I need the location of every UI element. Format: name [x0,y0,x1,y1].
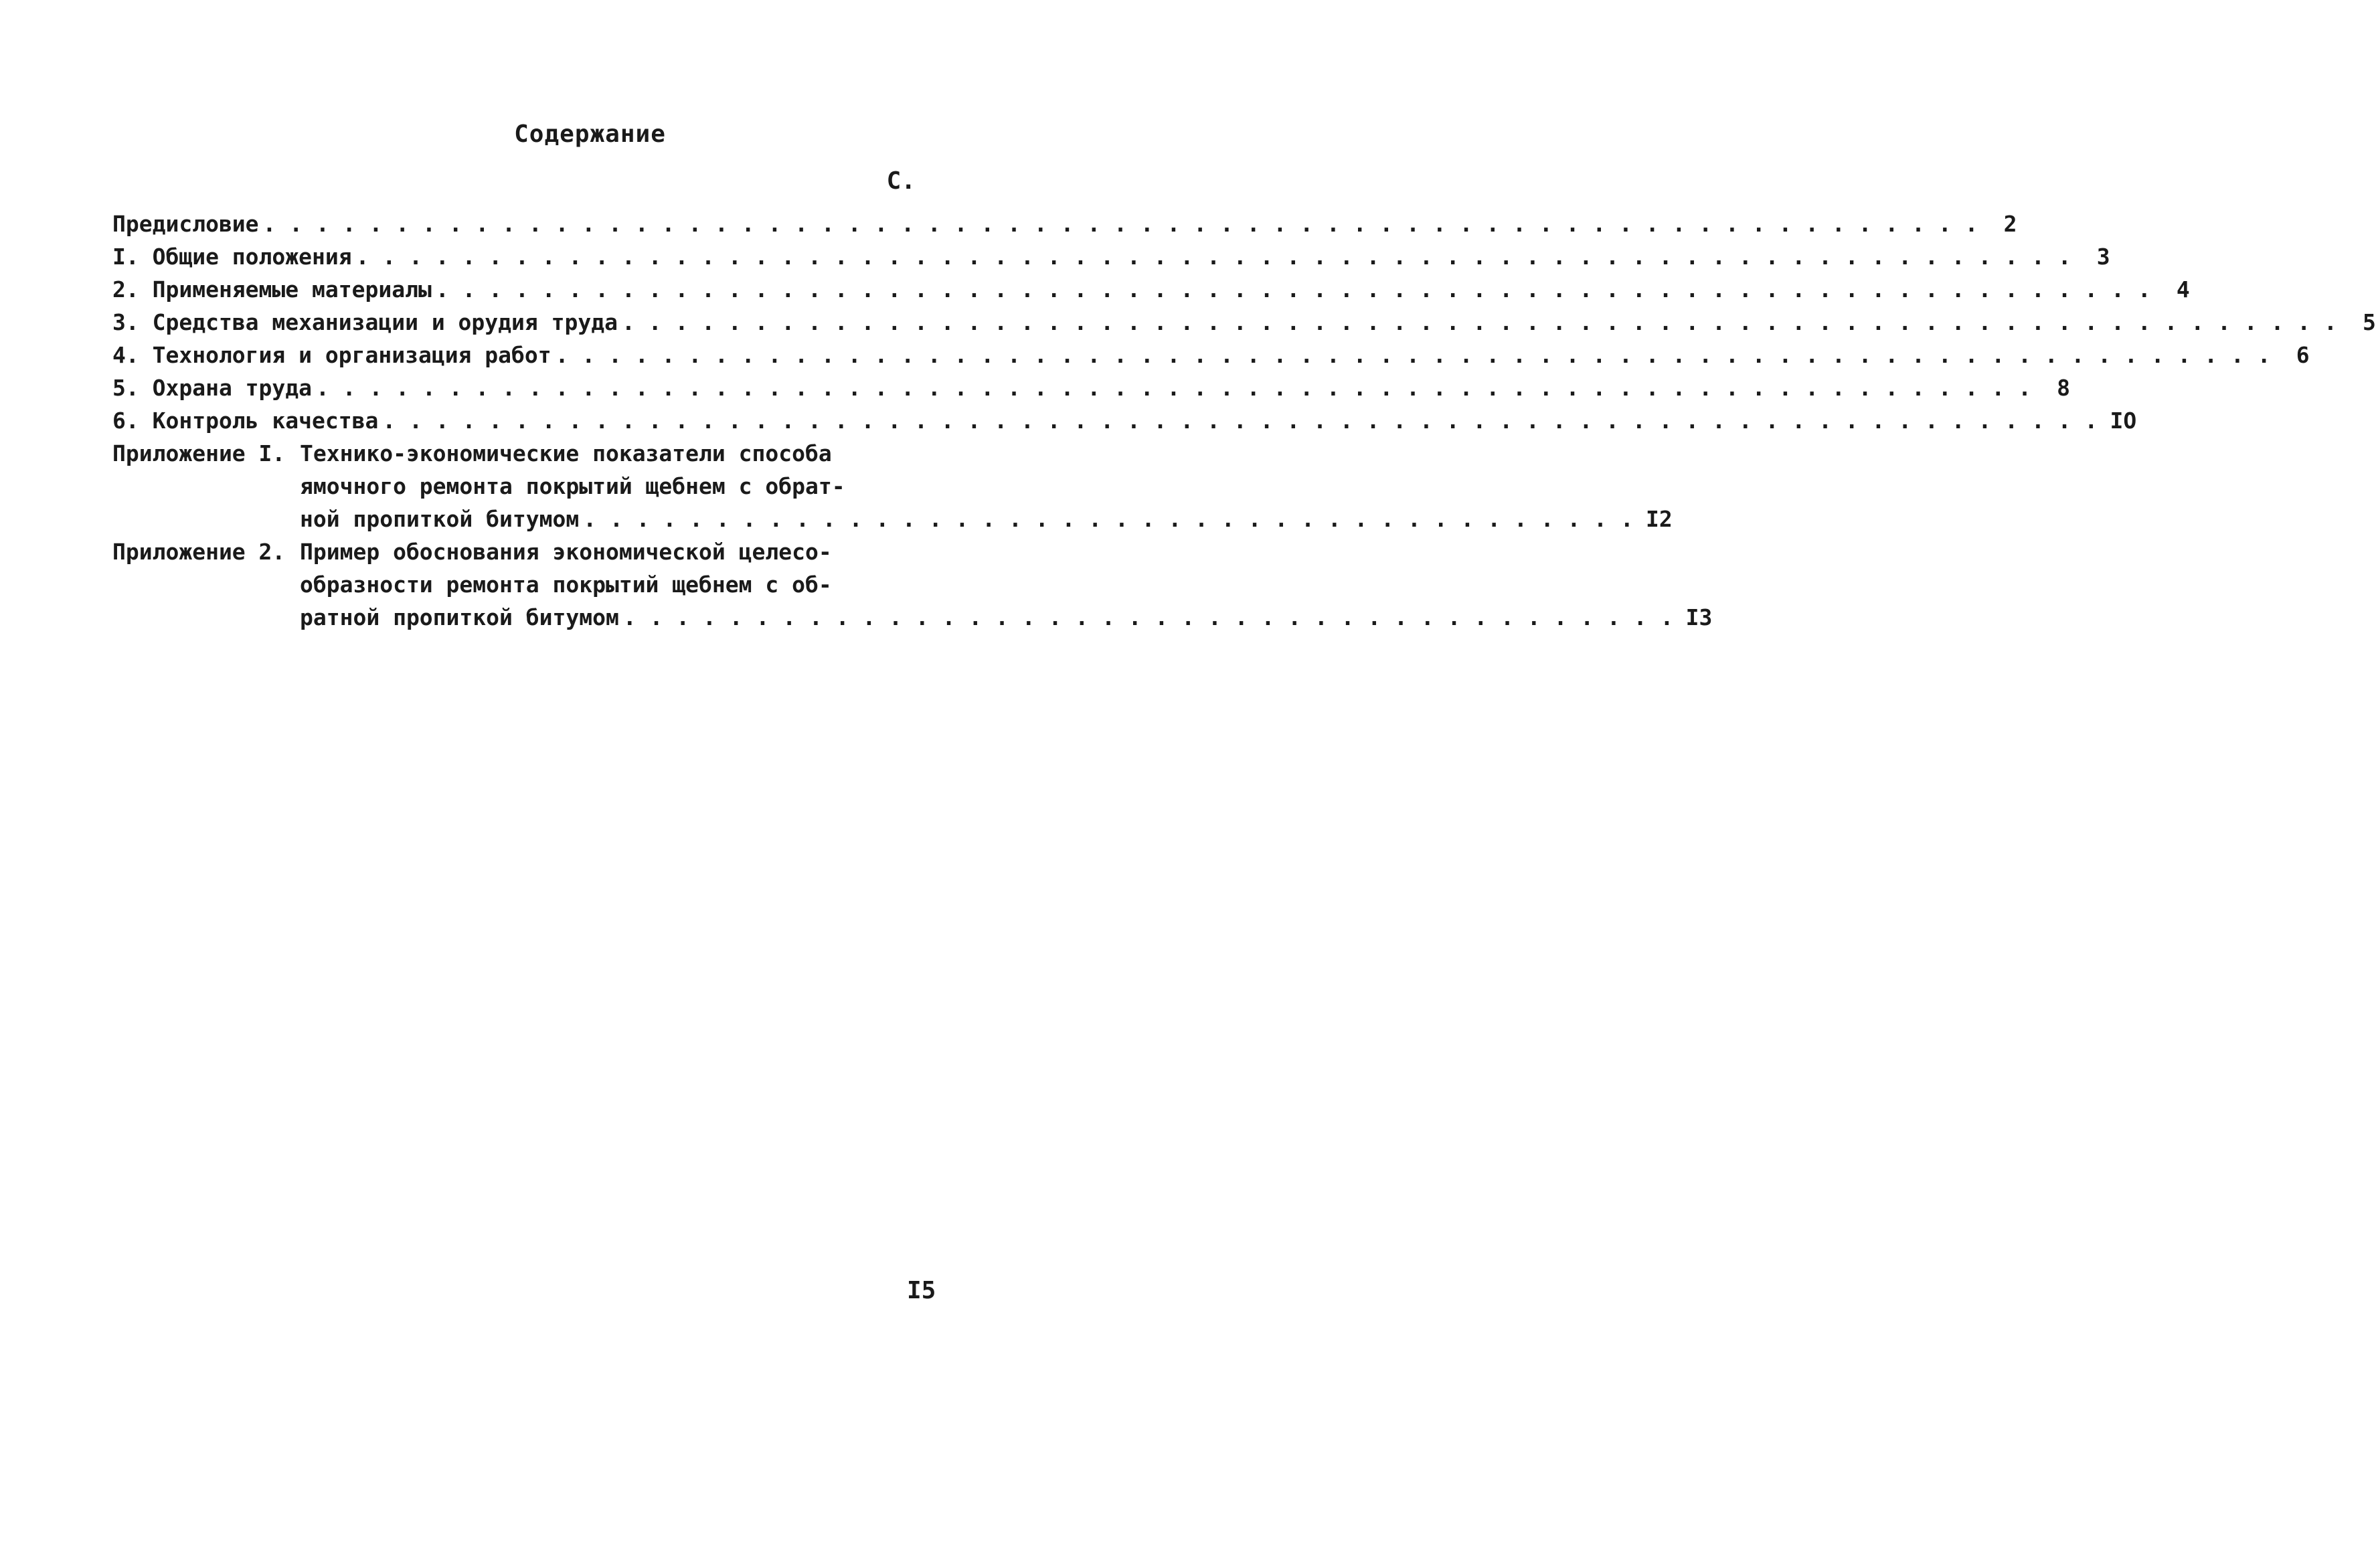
toc-entry-1 [112,240,2110,273]
toc-entry-page: 8 [2057,375,2070,401]
toc-entry-page: 3 [2096,244,2110,270]
toc-appendix-2 [112,535,1713,634]
toc-dot-leader [556,339,2271,371]
toc-dot-leader [356,240,2071,273]
toc-entry-label: 5. Охрана труда [112,375,313,401]
toc-entry-label: 2. Применяемые материалы [112,276,432,302]
appendix-last-line [300,601,1712,634]
appendix-body [300,535,1712,634]
appendix-line: Технико-экономические показатели способа [300,440,832,466]
toc-entry-page: 4 [2176,276,2190,302]
toc-appendix-1 [112,437,1673,535]
page-column-header: С. [886,167,916,195]
toc-entry-page: IO [2110,408,2137,434]
toc-entry-label: 6. Контроль качества [112,408,379,434]
toc-entry-label: Предисловие [112,211,259,237]
toc-dot-leader [622,306,2337,339]
toc-dot-leader [583,503,1634,535]
toc-entry-page: I2 [1646,506,1673,532]
toc-entry-page: 6 [2296,342,2310,368]
toc-dot-leader [316,371,2031,404]
toc-dot-leader [623,601,1674,634]
toc-entry-label: I. Общие положения [112,244,352,270]
appendix-line: ной пропиткой битумом [300,506,580,532]
appendix-label: Приложение 2. [112,539,286,565]
appendix-last-line [300,503,1673,535]
toc-entry-3 [112,306,2376,339]
page-number: I5 [907,1277,936,1304]
appendix-line: Пример обоснования экономической целесо- [300,539,832,565]
toc-dot-leader [436,273,2151,306]
toc-entry-preface [112,207,2017,240]
appendix-body [300,437,1673,535]
toc-dot-leader [263,207,1978,240]
toc-entry-6 [112,404,2137,437]
toc-entry-page: I3 [1685,604,1713,630]
toc-entry-label: 3. Средства механизации и орудия труда [112,309,618,335]
toc-entry-page: 2 [2003,211,2017,237]
appendix-label: Приложение I. [112,440,286,466]
appendix-line: ямочного ремонта покрытий щебнем с обрат- [300,473,845,499]
appendix-line: ратной пропиткой битумом [300,604,619,630]
page-title: Содержание [514,120,666,148]
appendix-line: образности ремонта покрытий щебнем с об- [300,572,832,598]
table-of-contents [112,207,2376,634]
toc-entry-4 [112,339,2310,371]
toc-entry-label: 4. Технология и организация работ [112,342,551,368]
toc-entry-5 [112,371,2070,404]
toc-entry-page: 5 [2363,309,2376,335]
toc-dot-leader [382,404,2098,437]
toc-entry-2 [112,273,2190,306]
